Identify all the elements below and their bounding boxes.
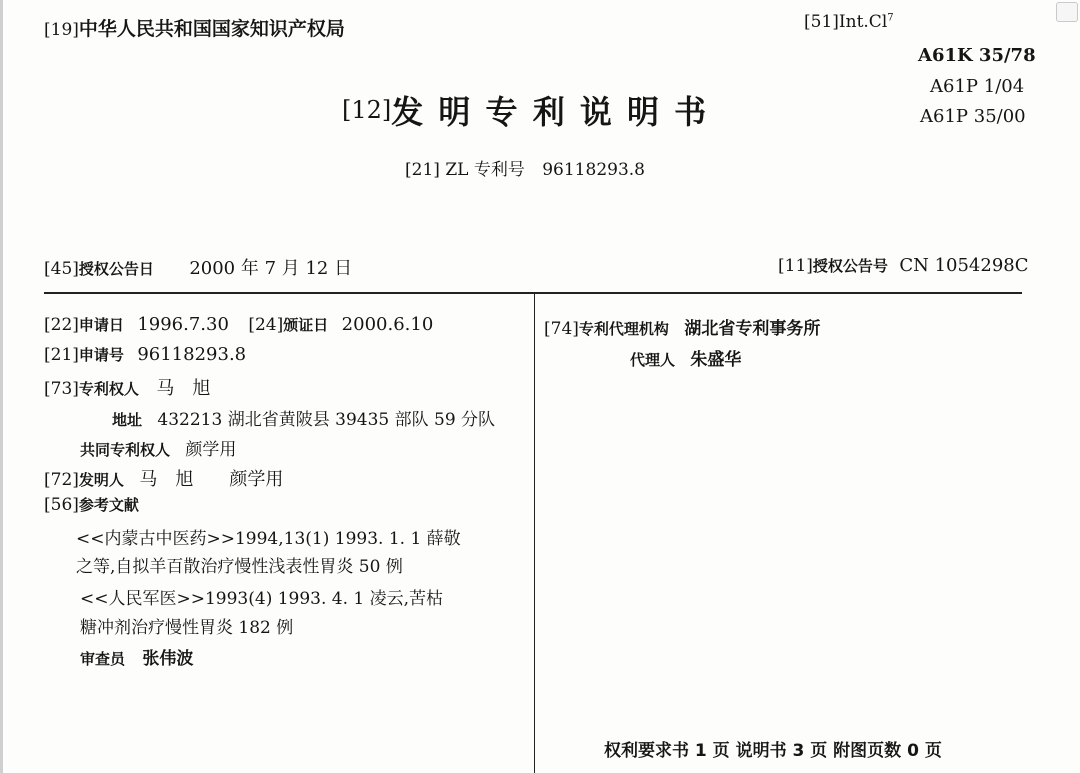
agency-line <box>544 314 820 339</box>
references-code: [56] <box>44 495 79 515</box>
agent-line <box>630 345 741 370</box>
reference-line-1: <<内蒙古中医药>>1994,13(1) 1993. 1. 1 薛敬 <box>76 529 461 549</box>
inventor-label: 发明人 <box>78 471 124 489</box>
ipc-code-3: A61P 35/00 <box>920 106 1026 127</box>
ipc-code-2: A61P 1/04 <box>930 76 1025 97</box>
office-name: 中华人民共和国国家知识产权局 <box>78 18 345 40</box>
filing-code: [22] <box>44 315 79 335</box>
column-divider <box>534 294 535 773</box>
examiner-label: 审查员 <box>80 650 126 668</box>
office-header <box>44 14 345 41</box>
reference-line-2: 之等,自拟羊百散治疗慢性浅表性胃炎 50 例 <box>76 557 403 577</box>
cert-label: 颁证日 <box>283 316 329 334</box>
co-patentee-name: 颜学用 <box>185 440 237 460</box>
page-counts: 权利要求书 1 页 说明书 3 页 附图页数 0 页 <box>604 741 942 761</box>
top-rule <box>44 292 1022 294</box>
filing-label: 申请日 <box>78 316 124 334</box>
grant-date-label: 授权公告日 <box>78 260 154 278</box>
inventor-line <box>44 465 283 491</box>
grant-date-code: [45] <box>44 259 79 279</box>
inventor-names: 马 旭 颜学用 <box>139 469 284 490</box>
grant-date-value: 2000 年 7 月 12 日 <box>189 258 353 279</box>
patent-no-value: 96118293.8 <box>542 160 645 180</box>
patentee-line <box>44 374 210 400</box>
classification-sup: 7 <box>887 12 894 24</box>
address-value: 432213 湖北省黄陂县 39435 部队 59 分队 <box>157 410 496 430</box>
pub-no-label: 授权公告号 <box>812 257 888 275</box>
address-label: 地址 <box>112 411 143 429</box>
classification-label: Int.Cl <box>838 12 888 32</box>
doc-type-code: [12] <box>342 96 392 124</box>
app-number-line <box>44 344 246 365</box>
agent-name: 朱盛华 <box>690 350 742 370</box>
patent-no-label: ZL 专利号 <box>445 160 525 180</box>
doc-type-title <box>342 87 708 133</box>
patentee-name: 马 旭 <box>156 378 211 399</box>
inventor-code: [72] <box>44 470 79 490</box>
co-patentee-line <box>80 435 236 460</box>
classification-header <box>804 12 894 32</box>
references-heading <box>44 494 139 515</box>
address-line <box>112 405 495 430</box>
pub-no-code: [11] <box>778 256 813 276</box>
agent-label: 代理人 <box>630 351 676 369</box>
filing-value: 1996.7.30 <box>137 314 229 335</box>
filing-line <box>44 314 433 335</box>
examiner-name: 张伟波 <box>142 649 194 669</box>
app-no-label: 申请号 <box>78 346 124 364</box>
agency-label: 专利代理机构 <box>578 320 669 338</box>
app-no-code: [21] <box>44 345 79 365</box>
app-no-value: 96118293.8 <box>137 344 247 365</box>
reference-line-4: 糖冲剂治疗慢性胃炎 182 例 <box>80 618 294 638</box>
agency-name: 湖北省专利事务所 <box>684 319 821 339</box>
office-code: [19] <box>44 20 79 40</box>
co-patentee-label: 共同专利权人 <box>80 441 171 459</box>
patentee-code: [73] <box>44 379 79 399</box>
ipc-code-1: A61K 35/78 <box>918 45 1036 66</box>
cert-code: [24] <box>248 315 284 335</box>
pub-no-value: CN 1054298C <box>899 255 1029 276</box>
references-label: 参考文献 <box>78 496 139 514</box>
page-edge <box>0 0 3 773</box>
patent-number-line <box>405 155 645 180</box>
reference-line-3: <<人民军医>>1993(4) 1993. 4. 1 凌云,苦枯 <box>80 589 444 609</box>
pub-number-line <box>778 255 1029 276</box>
patentee-label: 专利权人 <box>78 380 139 398</box>
window-corner-box <box>1056 2 1078 22</box>
patent-no-code: [21] <box>405 160 440 180</box>
examiner-line <box>80 644 193 669</box>
cert-value: 2000.6.10 <box>341 314 434 335</box>
classification-code: [51] <box>804 12 839 32</box>
agency-code: [74] <box>544 319 579 339</box>
doc-type-title-text: 发 明 专 利 说 明 书 <box>391 93 709 131</box>
grant-date-line <box>44 254 352 280</box>
